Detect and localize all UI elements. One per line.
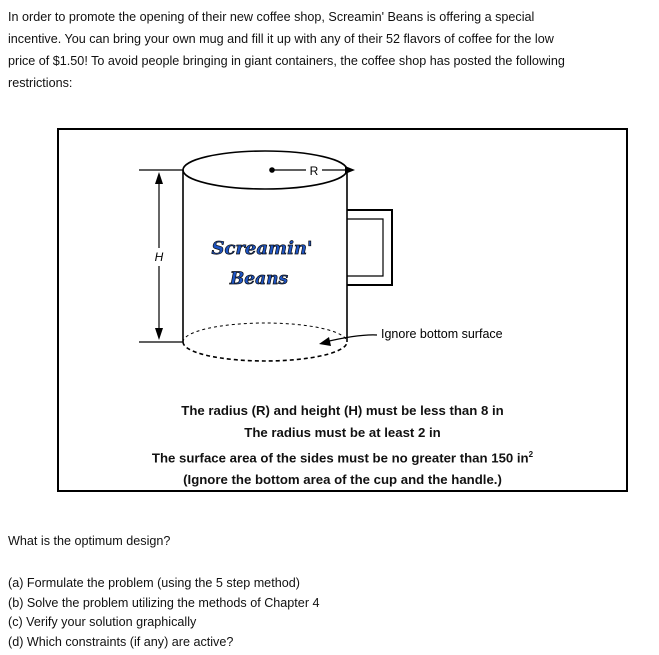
- task-d: (d) Which constraints (if any) are active?: [8, 634, 234, 649]
- constraint-line-3-exponent: 2: [528, 450, 534, 459]
- radius-arrowhead: [345, 166, 355, 174]
- constraint-line-1: The radius (R) and height (H) must be less than 8 in: [181, 403, 504, 418]
- intro-line-2: incentive. You can bring your own mug and fill it up with any of their 52 flavors of coffee for the low: [8, 32, 554, 46]
- constraints-block: [59, 400, 626, 491]
- radius-dimension: [269, 162, 355, 178]
- bottom-note-arrowhead: [319, 337, 331, 346]
- bottom-note-text: Ignore bottom surface: [381, 327, 503, 341]
- task-b: (b) Solve the problem utilizing the methods of Chapter 4: [8, 595, 320, 610]
- height-arrowhead-bottom: [155, 328, 163, 340]
- mug-brand-line-1: Screamin': [211, 238, 313, 259]
- height-label: H: [154, 250, 164, 264]
- constraint-line-3: [59, 444, 626, 469]
- mug-bottom-dashed: [183, 342, 347, 361]
- task-a: (a) Formulate the problem (using the 5 step method): [8, 576, 300, 590]
- question-text: What is the optimum design?: [8, 534, 171, 548]
- figure-box: [57, 128, 628, 492]
- bottom-note-leader: [325, 335, 377, 342]
- constraint-line-2: The radius must be at least 2 in: [244, 425, 441, 440]
- constraint-line-3-text: The surface area of the sides must be no greater than 150 in: [151, 450, 529, 466]
- task-c: (c) Verify your solution graphically: [8, 615, 197, 629]
- height-arrowhead-top: [155, 172, 163, 184]
- constraint-line-4: (Ignore the bottom area of the cup and the handle.): [183, 472, 502, 488]
- mug-brand-line-2: Beans: [229, 269, 289, 289]
- intro-line-1: In order to promote the opening of their new coffee shop, Screamin' Beans is offering a special: [8, 10, 535, 24]
- mug-bottom-back: [183, 323, 347, 342]
- intro-paragraph: [8, 6, 656, 94]
- intro-line-3: price of $1.50! To avoid people bringing in giant containers, the coffee shop has posted the following: [8, 54, 565, 68]
- mug-handle: [347, 210, 392, 285]
- task-list: [8, 574, 320, 652]
- radius-label: R: [309, 164, 319, 178]
- intro-line-4: restrictions:: [8, 76, 73, 90]
